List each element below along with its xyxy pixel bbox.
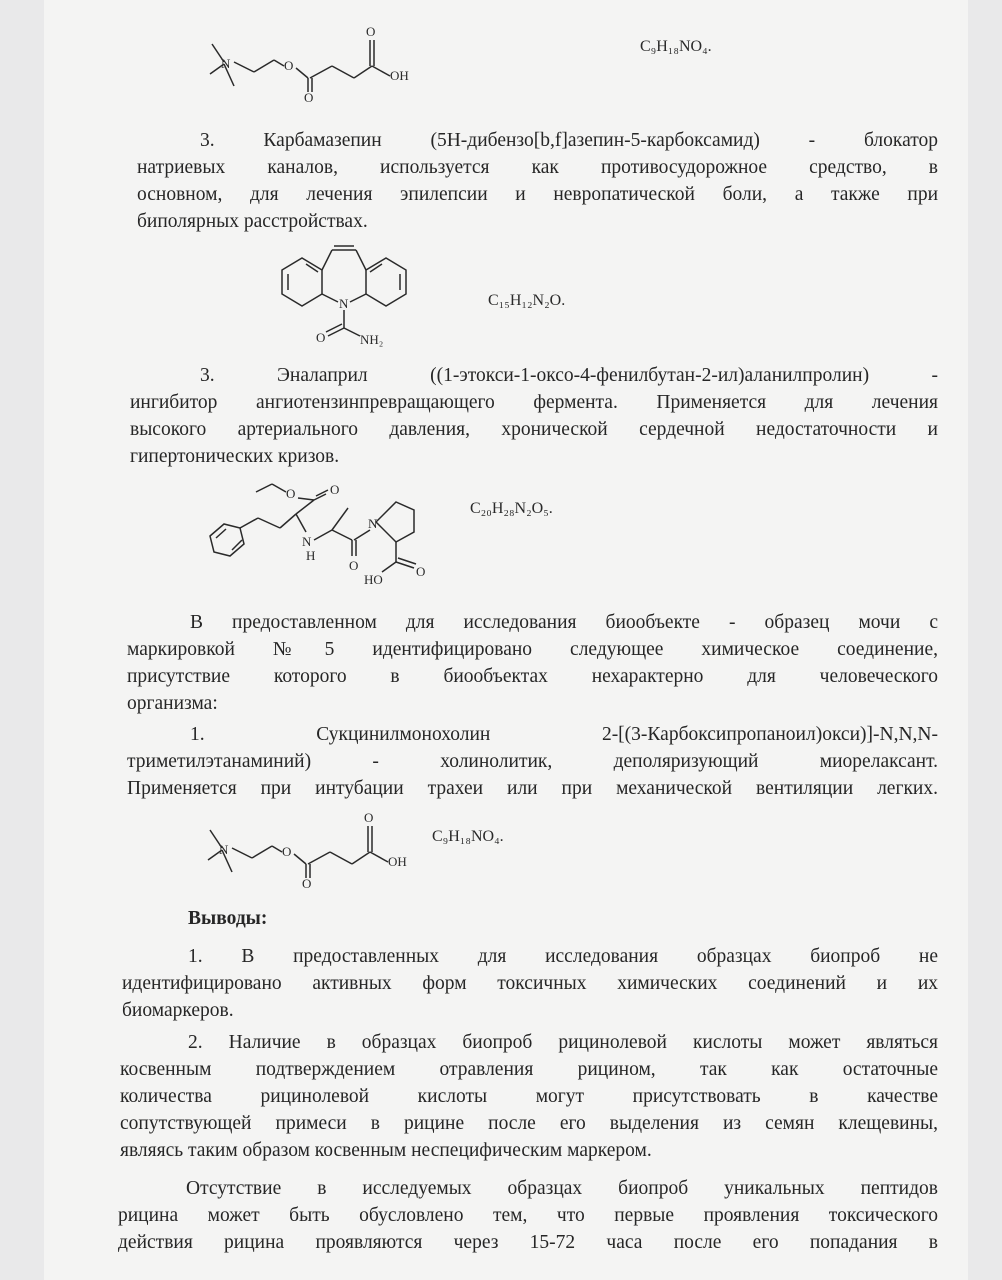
paragraph-line: гипертонических кризов. xyxy=(130,446,340,467)
paragraph-line: 1. Сукцинилмонохолин 2-[(3-Карбоксипропаноил)окси)]-N,N,N- xyxy=(190,724,938,745)
svg-text:NH₂: NH₂ xyxy=(360,332,384,347)
paragraph-line: 3. Эналаприл ((1-этокси-1-оксо-4-фенилбутан-2-ил)аланилпролин) - xyxy=(200,365,938,386)
paragraph-line: основном, для лечения эпилепсии и невропатической боли, а также при xyxy=(137,184,938,205)
conclusions-heading: Выводы: xyxy=(188,908,268,929)
paragraph-line: присутствие которого в биообъектах нехарактерно для человеческого xyxy=(127,666,938,687)
conclusion-line: косвенным подтверждением отравления рицином, так как остаточные xyxy=(120,1059,938,1080)
conclusion-line: 2. Наличие в образцах биопроб рицинолевой кислоты может являться xyxy=(188,1032,938,1053)
conclusion-line: рицина может быть обусловлено тем, что первые проявления токсического xyxy=(118,1205,938,1226)
conclusion-line: идентифицировано активных форм токсичных химических соединений и их xyxy=(122,973,938,994)
svg-text:OH: OH xyxy=(388,854,407,869)
conclusion-line: действия рицина проявляются через 15-72 часа после его попадания в xyxy=(118,1232,938,1253)
svg-text:O: O xyxy=(416,564,426,579)
paragraph-line: организма: xyxy=(127,693,218,714)
svg-text:O: O xyxy=(282,844,292,859)
paragraph-line: натриевых каналов, используется как противосудорожное средство, в xyxy=(137,157,938,178)
succinylmonocholine-structure-bottom xyxy=(198,808,418,891)
svg-text:O: O xyxy=(366,24,376,39)
paragraph-line: ингибитор ангиотензинпревращающего фермента. Применяется для лечения xyxy=(130,392,938,413)
svg-text:N: N xyxy=(221,56,231,71)
paragraph-line: Применяется при интубации трахеи или при механической вентиляции легких. xyxy=(127,778,938,799)
paragraph-line: 3. Карбамазепин (5Н-дибензо[b,f]азепин-5-карбоксамид) - блокатор xyxy=(200,130,938,151)
svg-text:O: O xyxy=(286,486,296,501)
succinylmonocholine-structure-top xyxy=(200,22,420,105)
svg-text:N: N xyxy=(219,842,229,857)
conclusion-line: 1. В предоставленных для исследования образцах биопроб не xyxy=(188,946,938,967)
svg-text:O: O xyxy=(302,876,312,891)
formula-enalapril: C₂₀H₂₈N₂O₅. xyxy=(470,500,553,517)
svg-text:O: O xyxy=(330,482,340,497)
paragraph-line: биполярных расстройствах. xyxy=(137,211,368,232)
svg-text:H: H xyxy=(306,548,316,563)
enalapril-structure xyxy=(200,474,460,590)
conclusion-line: количества рицинолевой кислоты могут присутствовать в качестве xyxy=(120,1086,938,1107)
conclusion-line: биомаркеров. xyxy=(122,1000,234,1021)
svg-text:O: O xyxy=(304,90,314,105)
svg-text:OH: OH xyxy=(390,68,409,83)
svg-text:O: O xyxy=(284,58,294,73)
svg-text:O: O xyxy=(364,810,374,825)
svg-text:N: N xyxy=(302,534,312,549)
formula-carbamazepine: C₁₅H₁₂N₂O. xyxy=(488,292,566,309)
page-edge-left xyxy=(0,0,44,1280)
svg-text:O: O xyxy=(316,330,326,345)
svg-text:N: N xyxy=(339,296,349,311)
page-edge-right xyxy=(968,0,1002,1280)
formula-succinylmonocholine-bottom: C₉H₁₈NO₄. xyxy=(432,828,504,845)
paragraph-line: триметилэтанаминий) - холинолитик, деполяризующий миорелаксант. xyxy=(127,751,938,772)
formula-succinylmonocholine-top: C₉H₁₈NO₄. xyxy=(640,38,712,55)
conclusion-line: сопутствующей примеси в рицине после его выделения из семян клещевины, xyxy=(120,1113,938,1134)
paragraph-line: В предоставленном для исследования биообъекте - образец мочи с xyxy=(190,612,938,633)
paragraph-line: маркировкой №5 идентифицировано следующее химическое соединение, xyxy=(127,639,938,660)
svg-text:N: N xyxy=(368,516,378,531)
conclusion-line: Отсутствие в исследуемых образцах биопроб уникальных пептидов xyxy=(186,1178,938,1199)
svg-text:O: O xyxy=(349,558,359,573)
svg-text:HO: HO xyxy=(364,572,383,587)
carbamazepine-structure xyxy=(270,236,430,350)
conclusion-line: являясь таким образом косвенным неспецифическим маркером. xyxy=(120,1140,652,1161)
paragraph-line: высокого артериального давления, хронической сердечной недостаточности и xyxy=(130,419,938,440)
